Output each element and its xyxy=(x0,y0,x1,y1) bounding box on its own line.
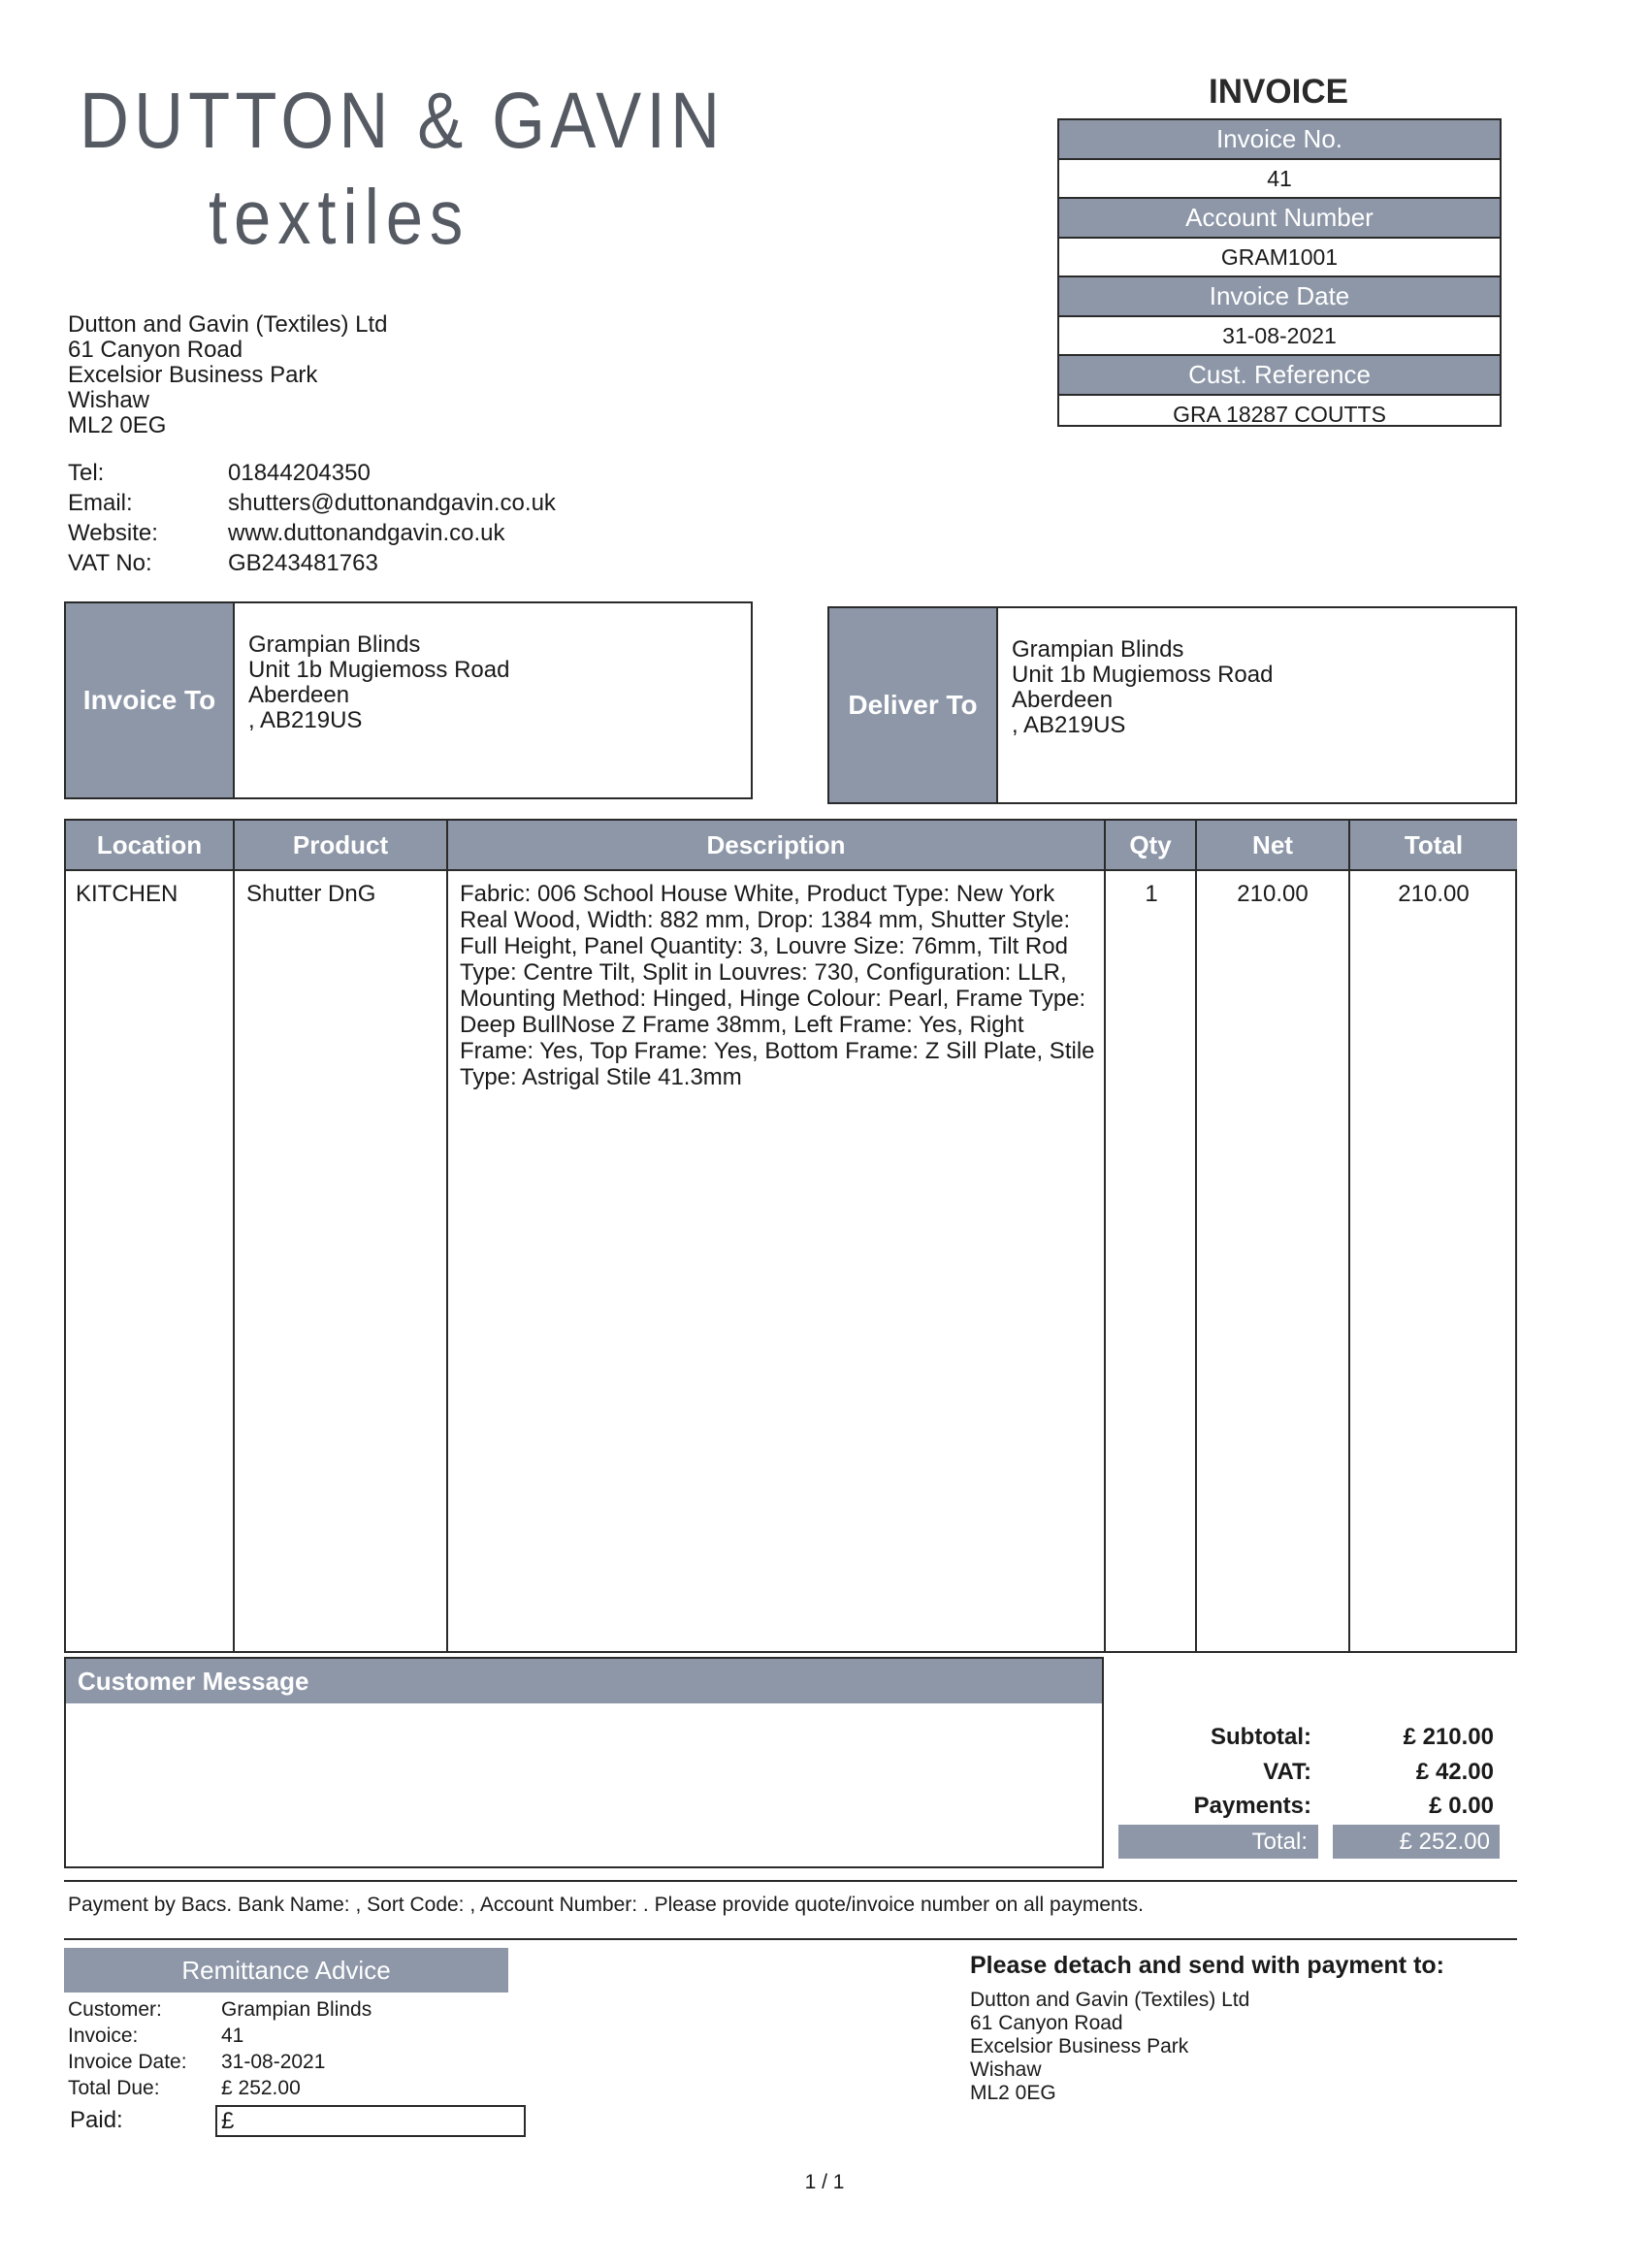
col-header-net: Net xyxy=(1197,821,1348,869)
row-product: Shutter DnG xyxy=(246,881,376,907)
payment-instructions: Payment by Bacs. Bank Name: , Sort Code: , Account Number: . Please provide quote/invoice number on all payments. xyxy=(68,1894,1144,1916)
tel-label: Tel: xyxy=(68,460,105,486)
detach-address xyxy=(970,1989,1249,2105)
email-value: shutters@duttonandgavin.co.uk xyxy=(228,490,556,516)
detach-address-line: ML2 0EG xyxy=(970,2082,1056,2104)
remit-date-label: Invoice Date: xyxy=(68,2051,187,2073)
total-label: Total: xyxy=(1251,1829,1308,1855)
total-value: £ 252.00 xyxy=(1399,1829,1490,1855)
company-address xyxy=(68,312,388,438)
company-address-line: ML2 0EG xyxy=(68,412,167,438)
vat-label: VAT: xyxy=(1263,1759,1311,1785)
address-line: Grampian Blinds xyxy=(248,632,421,658)
invoice-to-address xyxy=(235,603,509,797)
invoice-no-label: Invoice No. xyxy=(1059,120,1500,160)
invoice-date-value: 31-08-2021 xyxy=(1059,317,1500,356)
remittance-details xyxy=(68,1996,514,2103)
column-divider xyxy=(1348,821,1350,1651)
column-divider xyxy=(233,821,235,1651)
logo-title: DUTTON & GAVIN xyxy=(80,77,726,165)
remit-due-label: Total Due: xyxy=(68,2077,160,2099)
company-address-line: Wishaw xyxy=(68,387,150,413)
remit-customer-value: Grampian Blinds xyxy=(221,1998,372,2021)
invoice-date-label: Invoice Date xyxy=(1059,277,1500,317)
cust-reference-label: Cust. Reference xyxy=(1059,356,1500,396)
logo-subtitle: textiles xyxy=(209,174,470,260)
col-header-total: Total xyxy=(1350,821,1517,869)
address-line: Grampian Blinds xyxy=(1012,636,1184,663)
website-label: Website: xyxy=(68,520,158,546)
row-qty: 1 xyxy=(1145,881,1158,907)
remittance-advice-title: Remittance Advice xyxy=(64,1948,508,1993)
invoice-to-box xyxy=(64,601,753,799)
row-description: Fabric: 006 School House White, Product Type: New York Real Wood, Width: 882 mm, Drop: 1384 mm, Shutter Style: Full Height, Panel Quantity: 3, Louvre Size: 76mm, Tilt Rod Type: Centre Tilt, Split in Louvres: 730, Configuration: LLR, Mounting Method: Hinged, Hinge Colour: Pearl, Frame Type: Deep BullNose Z Frame 38mm, Left Frame: Yes, Right Frame: Yes, Top Frame: Yes, Bottom Frame: Z Sill Plate, Stile Type: Astrigal Stile 41.3mm xyxy=(460,881,1095,1090)
address-line: , AB219US xyxy=(1012,712,1126,738)
email-label: Email: xyxy=(68,490,133,516)
vat-no-label: VAT No: xyxy=(68,550,152,576)
invoice-title: INVOICE xyxy=(1209,73,1348,111)
invoice-no-value: 41 xyxy=(1059,160,1500,199)
row-total: 210.00 xyxy=(1398,881,1470,907)
detach-address-line: 61 Canyon Road xyxy=(970,2012,1123,2034)
page-number: 1 / 1 xyxy=(804,2171,845,2193)
col-header-location: Location xyxy=(66,821,233,869)
items-table xyxy=(64,819,1517,1653)
address-line: Unit 1b Mugiemoss Road xyxy=(1012,662,1274,688)
remit-invoice-value: 41 xyxy=(221,2025,244,2047)
paid-label: Paid: xyxy=(70,2107,123,2133)
address-line: Aberdeen xyxy=(248,682,350,708)
remit-customer-label: Customer: xyxy=(68,1998,162,2021)
detach-address-line: Excelsior Business Park xyxy=(970,2035,1189,2057)
account-number-value: GRAM1001 xyxy=(1059,239,1500,277)
subtotal-label: Subtotal: xyxy=(1211,1724,1311,1750)
invoice-to-label: Invoice To xyxy=(66,603,235,797)
vat-value: £ 42.00 xyxy=(1415,1759,1494,1785)
divider xyxy=(64,1880,1517,1882)
vat-no-value: GB243481763 xyxy=(228,550,378,576)
company-address-line: Dutton and Gavin (Textiles) Ltd xyxy=(68,311,388,338)
website-value: www.duttonandgavin.co.uk xyxy=(228,520,505,546)
divider xyxy=(64,1938,1517,1940)
col-header-description: Description xyxy=(448,821,1104,869)
detach-address-line: Dutton and Gavin (Textiles) Ltd xyxy=(970,1989,1250,2011)
col-header-product: Product xyxy=(235,821,446,869)
account-number-label: Account Number xyxy=(1059,199,1500,239)
column-divider xyxy=(446,821,448,1651)
address-line: Unit 1b Mugiemoss Road xyxy=(248,657,510,683)
remit-invoice-label: Invoice: xyxy=(68,2025,139,2047)
address-line: , AB219US xyxy=(248,707,363,733)
deliver-to-label: Deliver To xyxy=(829,608,998,802)
customer-message-box xyxy=(64,1657,1104,1868)
tel-value: 01844204350 xyxy=(228,460,371,486)
detach-title: Please detach and send with payment to: xyxy=(970,1952,1445,1979)
row-location: KITCHEN xyxy=(76,881,178,907)
payments-label: Payments: xyxy=(1193,1793,1311,1819)
remit-due-value: £ 252.00 xyxy=(221,2077,301,2099)
detach-address-line: Wishaw xyxy=(970,2058,1042,2081)
subtotal-value: £ 210.00 xyxy=(1403,1724,1494,1750)
payments-value: £ 0.00 xyxy=(1429,1793,1494,1819)
invoice-info-box xyxy=(1057,118,1502,427)
col-header-qty: Qty xyxy=(1106,821,1195,869)
company-address-line: 61 Canyon Road xyxy=(68,337,243,363)
remit-date-value: 31-08-2021 xyxy=(221,2051,326,2073)
cust-reference-value: GRA 18287 COUTTS xyxy=(1173,402,1386,427)
company-contact xyxy=(68,458,650,584)
row-net: 210.00 xyxy=(1237,881,1309,907)
address-line: Aberdeen xyxy=(1012,687,1114,713)
customer-message-text xyxy=(66,1703,1102,1723)
deliver-to-box xyxy=(827,606,1517,804)
column-divider xyxy=(1195,821,1197,1651)
customer-message-label: Customer Message xyxy=(66,1659,1102,1703)
deliver-to-address xyxy=(998,608,1273,802)
column-divider xyxy=(1104,821,1106,1651)
paid-amount-field[interactable]: £ xyxy=(215,2105,526,2137)
company-address-line: Excelsior Business Park xyxy=(68,362,318,388)
